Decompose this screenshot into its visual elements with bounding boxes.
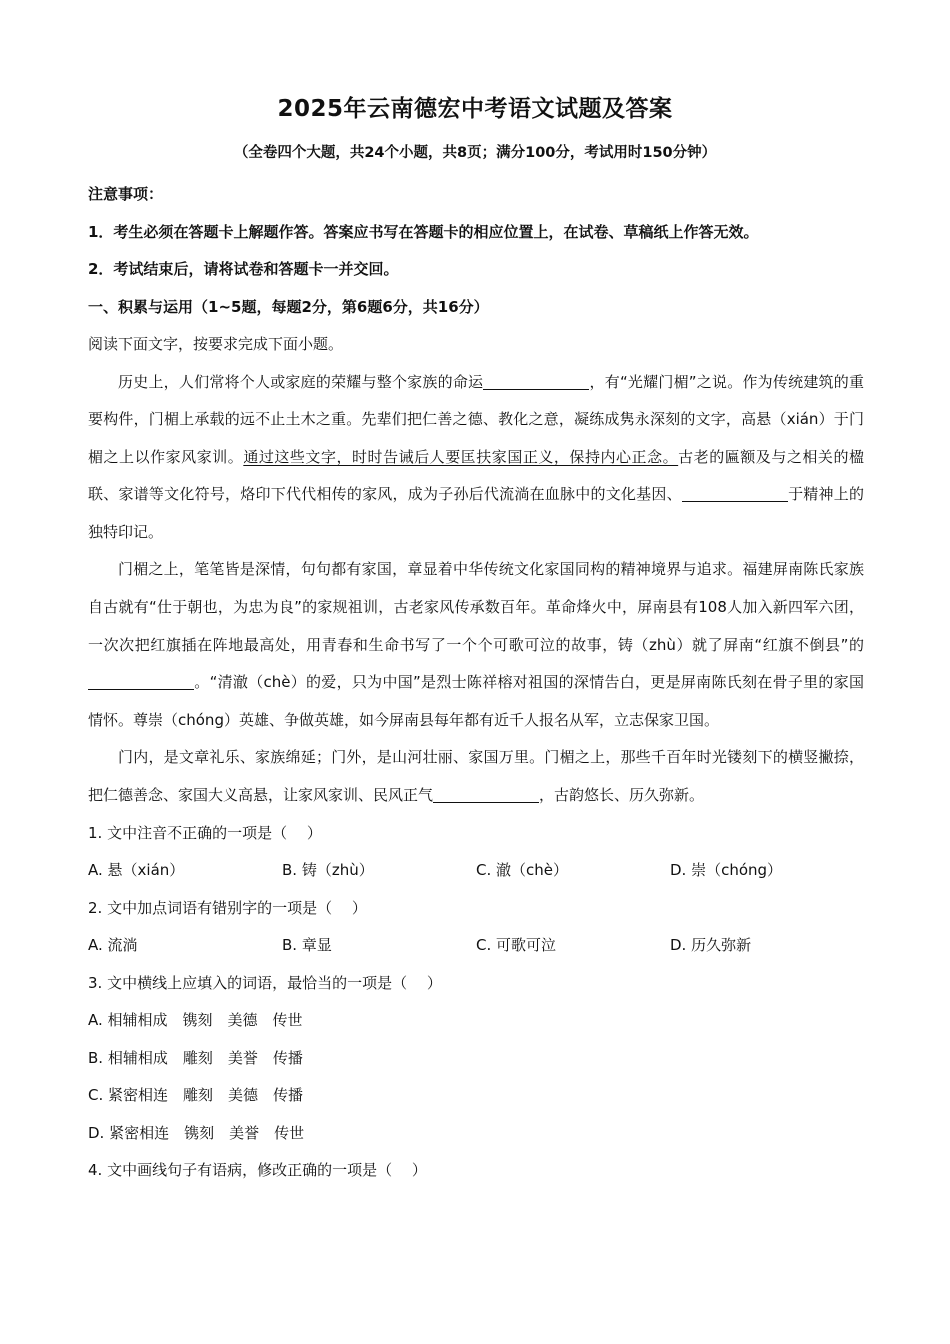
section-heading: 一、积累与运用（1~5题，每题2分，第6题6分，共16分） [88, 297, 489, 316]
fill-blank [433, 784, 539, 803]
passage-text: 。“清澈（chè）的爱，只为中国”是烈士陈祥榕对祖国的深情告白，更是屏南陈氏刻在骨子里的家国情怀。尊崇（chóng）英雄、争做英雄，如今屏南县每年都有近千人报名从军，立志保家卫国。 [88, 673, 864, 729]
question-1-options [88, 852, 864, 890]
notice-item-2: 2．考试结束后，请将试卷和答题卡一并交回。 [88, 260, 399, 278]
exam-info: （全卷四个大题，共24个小题，共8页；满分100分，考试用时150分钟） [233, 145, 717, 161]
question-1-stem: 1. 文中注音不正确的一项是（ ） [88, 823, 322, 842]
question-4-stem: 4. 文中画线句子有语病，修改正确的一项是（ ） [88, 1161, 427, 1180]
page-title: 2025年云南德宏中考语文试题及答案 [277, 96, 673, 122]
option-b: B. 相辅相成 雕刻 美誉 传播 [88, 1048, 303, 1067]
option-b: B. 章显 [282, 936, 332, 955]
passage-paragraph-1 [88, 364, 864, 552]
question-2-options [88, 927, 864, 965]
option-a: A. 流淌 [88, 936, 138, 955]
option-d: D. 历久弥新 [670, 936, 752, 955]
notice-item-1: 1．考生必须在答题卡上解题作答。答案应书写在答题卡的相应位置上，在试卷、草稿纸上作答无效。 [88, 222, 759, 241]
option-d: D. 崇（chóng） [670, 861, 783, 880]
passage-paragraph-2 [88, 551, 864, 739]
option-d: D. 紧密相连 镌刻 美誉 传世 [88, 1123, 305, 1142]
passage-text: ，有“光耀门楣”之说。作为传统建筑的重要构件，门楣上承载的远不止土木之重。先辈们把仁善之德、教化之意，凝练成隽永深刻的文字，高悬（xián）于门楣之上以作家风家训。 [88, 372, 864, 466]
question-2-stem: 2. 文中加点词语有错别字的一项是（ ） [88, 898, 367, 917]
passage-text: 古老的匾额及与之相关的楹联、家谱等文化符号，烙印下代代相传的家风，成为子孙后代流淌在血脉中的文化基因、 [88, 447, 864, 504]
passage-text: 门楣之上，笔笔皆是深情，句句都有家国，章显着中华传统文化家国同构的精神境界与追求。福建屏南陈氏家族自古就有“仕于朝也，为忠为良”的家规祖训，古老家风传承数百年。革命烽火中，屏南县有108人加入新四军六团，一次次把红旗插在阵地最高处，用青春和生命书写了一个个可歌可泣的故事，铸（zhù）就了屏南“红旗不倒县”的 [88, 560, 864, 654]
passage-text: ，古韵悠长、历久弥新。 [539, 786, 705, 805]
notice-heading: 注意事项： [88, 185, 164, 203]
fill-blank [682, 483, 788, 502]
passage-text: 历史上，人们常将个人或家庭的荣耀与整个家族的命运 [118, 372, 484, 391]
option-c: C. 可歌可泣 [476, 936, 557, 955]
underlined-sentence: 通过这些文字，时时告诫后人要匡扶家国正义，保持内心正念。 [243, 447, 679, 466]
passage-text: 门内，是文章礼乐、家族绵延；门外，是山河壮丽、家国万里。门楣之上，那些千百年时光镂刻下的横竖撇捺，把仁德善念、家国大义高悬，让家风家训、民风正气 [88, 748, 864, 805]
option-a: A. 相辅相成 镌刻 美德 传世 [88, 1011, 303, 1030]
fill-blank [88, 671, 194, 690]
question-3-stem: 3. 文中横线上应填入的词语，最恰当的一项是（ ） [88, 973, 442, 992]
option-c: C. 紧密相连 雕刻 美德 传播 [88, 1086, 304, 1105]
passage-paragraph-3 [88, 739, 864, 814]
exam-content [88, 176, 864, 1190]
passage-text: 于精神上的独特印记。 [88, 485, 864, 541]
option-b: B. 铸（zhù） [282, 861, 374, 880]
fill-blank [483, 371, 589, 390]
option-a: A. 悬（xián） [88, 861, 185, 880]
section-instruction: 阅读下面文字，按要求完成下面小题。 [88, 335, 344, 353]
option-c: C. 澈（chè） [476, 861, 568, 880]
